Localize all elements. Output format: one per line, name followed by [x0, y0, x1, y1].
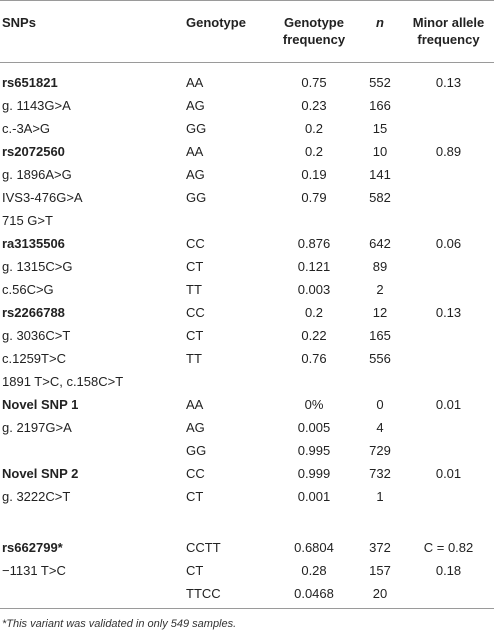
genotype-frequency: 0.876 — [297, 236, 331, 251]
genotype-frequency: 0.0468 — [294, 586, 334, 601]
genotype: AA — [186, 144, 204, 159]
genotype-frequency: 0.995 — [297, 443, 331, 458]
genotype: CC — [186, 236, 205, 251]
header-minor-allele-frequency: Minor allele frequency — [412, 15, 485, 47]
genotype: TT — [186, 351, 202, 366]
n-count: 1 — [376, 489, 384, 504]
minor-allele-frequency: 0.06 — [435, 236, 462, 251]
n-count: 372 — [369, 540, 391, 555]
footnote: *This variant was validated in only 549 samples. — [2, 618, 237, 630]
header-genotype: Genotype — [186, 15, 246, 30]
genotype: CT — [186, 328, 204, 343]
genotype: CC — [186, 305, 205, 320]
snp-label: 1891 T>C, c.158C>T — [2, 374, 124, 389]
snp-label: −1131 T>C — [2, 563, 66, 578]
genotype-frequency: 0.28 — [301, 563, 327, 578]
n-count: 582 — [369, 190, 391, 205]
genotype: AA — [186, 397, 204, 412]
header-genotype-frequency: Genotype frequency — [282, 15, 346, 47]
n-count: 732 — [369, 466, 391, 481]
genotype: CC — [186, 466, 205, 481]
n-count: 12 — [372, 305, 388, 320]
genotype-frequency: 0.23 — [301, 98, 327, 113]
minor-allele-frequency: 0.01 — [435, 397, 462, 412]
genotype: AG — [186, 167, 205, 182]
genotype: CT — [186, 489, 204, 504]
minor-allele-frequency: 0.13 — [435, 75, 462, 90]
genotype-frequency: 0.999 — [297, 466, 331, 481]
n-count: 166 — [369, 98, 391, 113]
n-count: 10 — [372, 144, 388, 159]
snp-label: ra3135506 — [2, 236, 65, 251]
genotype: CCTT — [186, 540, 221, 555]
n-count: 0 — [376, 397, 384, 412]
genotype: GG — [186, 190, 207, 205]
genotype-frequency: 0.22 — [301, 328, 327, 343]
genotype-frequency: 0.19 — [301, 167, 327, 182]
snp-label: rs2072560 — [2, 144, 65, 159]
snp-label: 715 G>T — [2, 213, 53, 228]
snp-label: rs651821 — [2, 75, 58, 90]
genotype-frequency: 0.76 — [301, 351, 327, 366]
snp-label: rs2266788 — [2, 305, 65, 320]
snp-label: g. 2197G>A — [2, 420, 72, 435]
genotype-frequency: 0.001 — [297, 489, 331, 504]
snp-label: c.56C>G — [2, 282, 54, 297]
header-rule — [0, 62, 494, 63]
n-count: 20 — [372, 586, 388, 601]
minor-allele-frequency: 0.13 — [435, 305, 462, 320]
snp-label: c.-3A>G — [2, 121, 51, 136]
genotype-frequency: 0.79 — [301, 190, 327, 205]
genotype-frequency: 0% — [304, 397, 324, 412]
snp-label: Novel SNP 1 — [2, 397, 79, 412]
minor-allele-frequency: C = 0.82 — [423, 540, 474, 555]
genotype-frequency: 0.005 — [297, 420, 331, 435]
header-n: n — [376, 15, 384, 30]
genotype: AA — [186, 75, 204, 90]
snp-label: g. 3222C>T — [2, 489, 71, 504]
snp-label: c.1259T>C — [2, 351, 66, 366]
genotype-frequency: 0.121 — [297, 259, 331, 274]
genotype: AG — [186, 98, 205, 113]
genotype-frequency: 0.2 — [304, 121, 324, 136]
snp-label: g. 3036C>T — [2, 328, 71, 343]
table-top-rule — [0, 0, 494, 1]
n-count: 642 — [369, 236, 391, 251]
minor-allele-frequency: 0.89 — [435, 144, 462, 159]
n-count: 556 — [369, 351, 391, 366]
n-count: 15 — [372, 121, 388, 136]
n-count: 141 — [369, 167, 391, 182]
genotype: TT — [186, 282, 202, 297]
n-count: 2 — [376, 282, 384, 297]
snp-label: g. 1896A>G — [2, 167, 72, 182]
genotype: TTCC — [186, 586, 221, 601]
genotype: CT — [186, 563, 204, 578]
genotype: GG — [186, 443, 207, 458]
table-bottom-rule — [0, 608, 494, 609]
n-count: 4 — [376, 420, 384, 435]
genotype-frequency: 0.2 — [304, 144, 324, 159]
genotype-frequency: 0.2 — [304, 305, 324, 320]
n-count: 89 — [372, 259, 388, 274]
n-count: 165 — [369, 328, 391, 343]
snp-label: Novel SNP 2 — [2, 466, 79, 481]
n-count: 729 — [369, 443, 391, 458]
snp-label: g. 1143G>A — [2, 98, 71, 113]
n-count: 157 — [369, 563, 391, 578]
genotype: GG — [186, 121, 207, 136]
genotype: AG — [186, 420, 205, 435]
genotype: CT — [186, 259, 204, 274]
snp-label: rs662799* — [2, 540, 63, 555]
n-count: 552 — [369, 75, 391, 90]
genotype-frequency: 0.75 — [301, 75, 327, 90]
genotype-frequency: 0.6804 — [294, 540, 334, 555]
snp-label: g. 1315C>G — [2, 259, 73, 274]
header-snps: SNPs — [2, 15, 36, 30]
minor-allele-frequency: 0.18 — [435, 563, 462, 578]
minor-allele-frequency: 0.01 — [435, 466, 462, 481]
snp-label: IVS3-476G>A — [2, 190, 83, 205]
genotype-frequency: 0.003 — [297, 282, 331, 297]
